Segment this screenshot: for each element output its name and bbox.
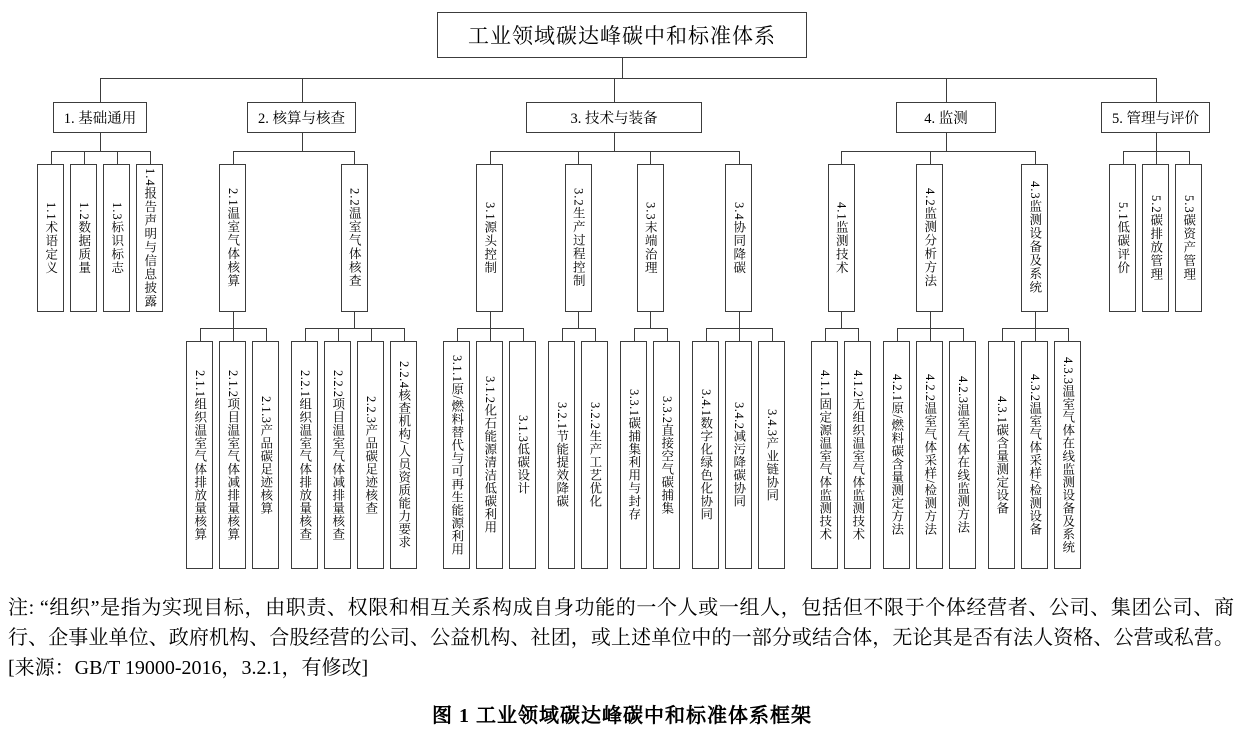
standard-item-box: 3.2.2生产工艺优化 xyxy=(581,341,608,569)
tree-branch xyxy=(288,328,321,569)
tree-branch xyxy=(67,151,100,312)
tree-branch xyxy=(985,328,1018,569)
standard-item-box: 2.1.1组织温室气体排放量核算 xyxy=(186,341,213,569)
tree-children-row xyxy=(34,133,166,312)
tree-branch xyxy=(982,151,1087,569)
standard-item-box: 3.2.1节能提效降碳 xyxy=(548,341,575,569)
tree-branch xyxy=(321,328,354,569)
tree-branch xyxy=(1139,151,1172,312)
standard-item-box: 4.3.3温室气体在线监测设备及系统 xyxy=(1054,341,1081,569)
tree-branch xyxy=(542,151,614,569)
standard-item-box: 1.4报告声明与信息披露 xyxy=(136,164,163,312)
category-box: 2. 核算与核查 xyxy=(247,102,356,133)
tree-children-row xyxy=(808,312,874,569)
tree-children-row xyxy=(617,312,683,569)
tree-branch xyxy=(686,151,791,569)
tree-branch xyxy=(880,328,913,569)
standard-item-box: 4.2.2温室气体采样/检测方法 xyxy=(916,341,943,569)
standard-item-box: 3.1源头控制 xyxy=(476,164,503,312)
standard-item-box: 2.1.3产品碳足迹核算 xyxy=(252,341,279,569)
tree-branch xyxy=(1018,328,1051,569)
category-box: 4. 监测 xyxy=(896,102,996,133)
tree-branch xyxy=(437,151,542,569)
tree-branch xyxy=(34,151,67,312)
standard-item-box: 5.1低碳评价 xyxy=(1109,164,1136,312)
figure-caption: 图 1 工业领域碳达峰碳中和标准体系框架 xyxy=(432,705,812,727)
standard-item-box: 2.2.3产品碳足迹核查 xyxy=(357,341,384,569)
tree-branch xyxy=(689,328,722,569)
standard-item-box: 4.1监测技术 xyxy=(828,164,855,312)
standard-item-box: 3.2生产过程控制 xyxy=(565,164,592,312)
standard-item-box: 4.3.2温室气体采样/检测设备 xyxy=(1021,341,1048,569)
category-box: 3. 技术与装备 xyxy=(526,102,702,133)
standard-item-box: 3.4协同降碳 xyxy=(725,164,752,312)
tree-branch xyxy=(473,328,506,569)
tree-children-row xyxy=(180,133,423,569)
standard-item-box: 2.1.2项目温室气体减排量核算 xyxy=(219,341,246,569)
standard-item-box: 4.1.2无组织温室气体监测技术 xyxy=(844,341,871,569)
tree-branch xyxy=(1106,151,1139,312)
category-box: 1. 基础通用 xyxy=(53,102,148,133)
tree-children-row xyxy=(985,312,1084,569)
standard-item-box: 1.2数据质量 xyxy=(70,164,97,312)
tree-branch xyxy=(545,328,578,569)
tree-children-row xyxy=(288,312,420,569)
tree-children-row xyxy=(545,312,611,569)
category-box: 5. 管理与评价 xyxy=(1101,102,1210,133)
tree-branch xyxy=(440,328,473,569)
tree-branch xyxy=(913,328,946,569)
standard-item-box: 2.2.1组织温室气体排放量核查 xyxy=(291,341,318,569)
standard-item-box: 3.1.1原/燃料替代与可再生能源利用 xyxy=(443,341,470,569)
standard-item-box: 3.1.3低碳设计 xyxy=(509,341,536,569)
tree-branch xyxy=(387,328,420,569)
standard-item-box: 3.3末端治理 xyxy=(637,164,664,312)
standard-item-box: 3.3.2直接空气碳捕集 xyxy=(653,341,680,569)
root-title-box: 工业领域碳达峰碳中和标准体系 xyxy=(437,12,807,58)
standard-item-box: 1.1术语定义 xyxy=(37,164,64,312)
tree-children-row xyxy=(1106,133,1205,312)
standard-item-box: 3.4.2减污降碳协同 xyxy=(725,341,752,569)
standard-item-box: 3.4.1数字化绿色化协同 xyxy=(692,341,719,569)
standard-item-box: 5.3碳资产管理 xyxy=(1175,164,1202,312)
tree-branch xyxy=(249,328,282,569)
tree-branch xyxy=(722,328,755,569)
tree-branch xyxy=(430,78,798,569)
tree-branch xyxy=(506,328,539,569)
standard-item-box: 1.3标识标志 xyxy=(103,164,130,312)
tree-branch xyxy=(27,12,1217,569)
standard-item-box: 3.1.2化石能源清洁低碳利用 xyxy=(476,341,503,569)
standard-item-box: 4.2.3温室气体在线监测方法 xyxy=(949,341,976,569)
tree-branch xyxy=(1094,78,1217,569)
tree-branch xyxy=(285,151,423,569)
tree-branch xyxy=(173,78,430,569)
tree-children-row xyxy=(440,312,539,569)
tree-branch xyxy=(578,328,611,569)
standard-system-tree xyxy=(0,12,1244,569)
tree-branch xyxy=(946,328,979,569)
tree-branch xyxy=(808,328,841,569)
tree-branch xyxy=(1172,151,1205,312)
tree-branch xyxy=(614,151,686,569)
standard-item-box: 4.3监测设备及系统 xyxy=(1021,164,1048,312)
tree-branch xyxy=(27,78,173,569)
standard-item-box: 4.1.1固定源温室气体监测技术 xyxy=(811,341,838,569)
tree-branch xyxy=(798,78,1094,569)
tree-children-row xyxy=(183,312,282,569)
tree-branch xyxy=(617,328,650,569)
standard-item-box: 3.4.3产业链协同 xyxy=(758,341,785,569)
tree-branch xyxy=(216,328,249,569)
standard-item-box: 4.2.1原/燃料碳含量测定方法 xyxy=(883,341,910,569)
standard-item-box: 2.2温室气体核查 xyxy=(341,164,368,312)
standard-item-box: 2.1温室气体核算 xyxy=(219,164,246,312)
standard-item-box: 4.3.1碳含量测定设备 xyxy=(988,341,1015,569)
standard-item-box: 2.2.2项目温室气体减排量核查 xyxy=(324,341,351,569)
tree-branch xyxy=(805,151,877,569)
tree-branch xyxy=(755,328,788,569)
tree-root-row xyxy=(0,12,1244,569)
standard-item-box: 2.2.4核查机构/人员资质能力要求 xyxy=(390,341,417,569)
standard-item-box: 5.2碳排放管理 xyxy=(1142,164,1169,312)
figure-note: 注: “组织”是指为实现目标，由职责、权限和相互关系构成自身功能的一个人或一组人，包括但不限于个体经营者、公司、集团公司、商行、企事业单位、政府机构、合股经营的公司、公益机构、社团，或上述单位中的一部分或结合体，无论其是否有法人资格、公营或私营。[来源：GB/T 19000-2016，3.2.1，有修改] xyxy=(8,597,1234,679)
tree-children-row xyxy=(689,312,788,569)
tree-branch xyxy=(877,151,982,569)
tree-branch xyxy=(650,328,683,569)
tree-branch xyxy=(100,151,133,312)
tree-branch xyxy=(1051,328,1084,569)
standard-item-box: 4.2监测分析方法 xyxy=(916,164,943,312)
tree-children-row xyxy=(880,312,979,569)
tree-children-row xyxy=(805,133,1087,569)
standard-item-box: 3.3.1碳捕集利用与封存 xyxy=(620,341,647,569)
tree-children-row xyxy=(27,58,1217,569)
tree-branch xyxy=(180,151,285,569)
tree-branch xyxy=(841,328,874,569)
tree-branch xyxy=(133,151,166,312)
tree-branch xyxy=(354,328,387,569)
tree-children-row xyxy=(437,133,791,569)
tree-branch xyxy=(183,328,216,569)
